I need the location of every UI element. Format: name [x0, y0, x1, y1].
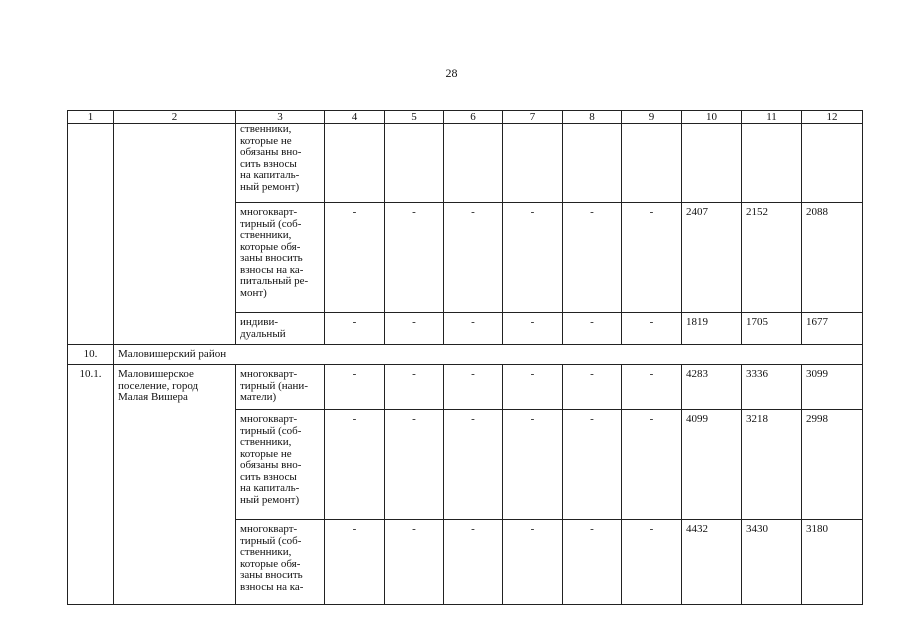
column-header: 4: [325, 111, 385, 124]
value-cell: 4432: [682, 520, 742, 605]
column-header: 7: [503, 111, 563, 124]
page-number: 28: [445, 66, 458, 80]
value-cell: -: [385, 520, 444, 605]
value-cell: [622, 124, 682, 203]
value-cell: 3336: [742, 365, 802, 410]
value-cell: -: [563, 410, 622, 520]
column-header: 12: [802, 111, 863, 124]
value-cell: -: [622, 365, 682, 410]
value-cell: 1677: [802, 313, 863, 345]
value-cell: -: [503, 313, 563, 345]
housing-type-cell: индиви- дуальный: [236, 313, 325, 345]
value-cell: 3430: [742, 520, 802, 605]
value-cell: -: [385, 410, 444, 520]
tariff-table: [67, 110, 863, 605]
value-cell: [802, 124, 863, 203]
value-cell: -: [622, 313, 682, 345]
column-header: 10: [682, 111, 742, 124]
column-header: 9: [622, 111, 682, 124]
value-cell: -: [325, 203, 385, 313]
housing-type-cell: многокварт- тирный (соб- ственники, которые обя- заны вносить взносы на ка- питальный ре- монт): [236, 203, 325, 313]
value-cell: -: [444, 313, 503, 345]
housing-type-cell: многокварт- тирный (соб- ственники, которые не обязаны вно- сить взносы на капиталь- ный ремонт): [236, 410, 325, 520]
column-header: 11: [742, 111, 802, 124]
value-cell: -: [444, 365, 503, 410]
value-cell: -: [444, 410, 503, 520]
value-cell: 1819: [682, 313, 742, 345]
value-cell: [325, 124, 385, 203]
value-cell: -: [385, 203, 444, 313]
settlement-cell: Маловишерское поселение, город Малая Вишера: [114, 365, 236, 605]
value-cell: [385, 124, 444, 203]
column-header: 2: [114, 111, 236, 124]
value-cell: -: [503, 365, 563, 410]
section-title: Маловишерский район: [114, 345, 863, 365]
value-cell: [503, 124, 563, 203]
column-header: 1: [68, 111, 114, 124]
value-cell: -: [622, 203, 682, 313]
value-cell: [444, 124, 503, 203]
value-cell: -: [563, 313, 622, 345]
value-cell: -: [444, 520, 503, 605]
section-number: 10.: [68, 345, 114, 365]
value-cell: [682, 124, 742, 203]
housing-type-cell: ственники, которые не обязаны вно- сить взносы на капиталь- ный ремонт): [236, 124, 325, 203]
value-cell: -: [622, 520, 682, 605]
value-cell: 2998: [802, 410, 863, 520]
value-cell: 3218: [742, 410, 802, 520]
housing-type-cell: многокварт- тирный (соб- ственники, которые обя- заны вносить взносы на ка-: [236, 520, 325, 605]
column-header: 5: [385, 111, 444, 124]
value-cell: -: [622, 410, 682, 520]
value-cell: -: [563, 520, 622, 605]
value-cell: -: [503, 203, 563, 313]
value-cell: -: [325, 410, 385, 520]
value-cell: [742, 124, 802, 203]
settlement-cell: [114, 124, 236, 345]
value-cell: 2152: [742, 203, 802, 313]
row-number-cell: [68, 124, 114, 345]
column-number-row: [68, 111, 863, 124]
value-cell: -: [325, 520, 385, 605]
value-cell: 3099: [802, 365, 863, 410]
value-cell: 3180: [802, 520, 863, 605]
column-header: 3: [236, 111, 325, 124]
value-cell: 4099: [682, 410, 742, 520]
section-row: [68, 345, 863, 365]
value-cell: 4283: [682, 365, 742, 410]
value-cell: 2088: [802, 203, 863, 313]
value-cell: -: [563, 203, 622, 313]
housing-type-cell: многокварт- тирный (нани- матели): [236, 365, 325, 410]
value-cell: -: [325, 365, 385, 410]
column-header: 8: [563, 111, 622, 124]
value-cell: -: [503, 520, 563, 605]
value-cell: -: [385, 313, 444, 345]
value-cell: [563, 124, 622, 203]
row-number-cell: 10.1.: [68, 365, 114, 605]
table-row: [68, 124, 863, 203]
table-row: [68, 365, 863, 410]
value-cell: -: [325, 313, 385, 345]
value-cell: -: [444, 203, 503, 313]
value-cell: 1705: [742, 313, 802, 345]
value-cell: -: [503, 410, 563, 520]
value-cell: -: [563, 365, 622, 410]
value-cell: 2407: [682, 203, 742, 313]
value-cell: -: [385, 365, 444, 410]
column-header: 6: [444, 111, 503, 124]
